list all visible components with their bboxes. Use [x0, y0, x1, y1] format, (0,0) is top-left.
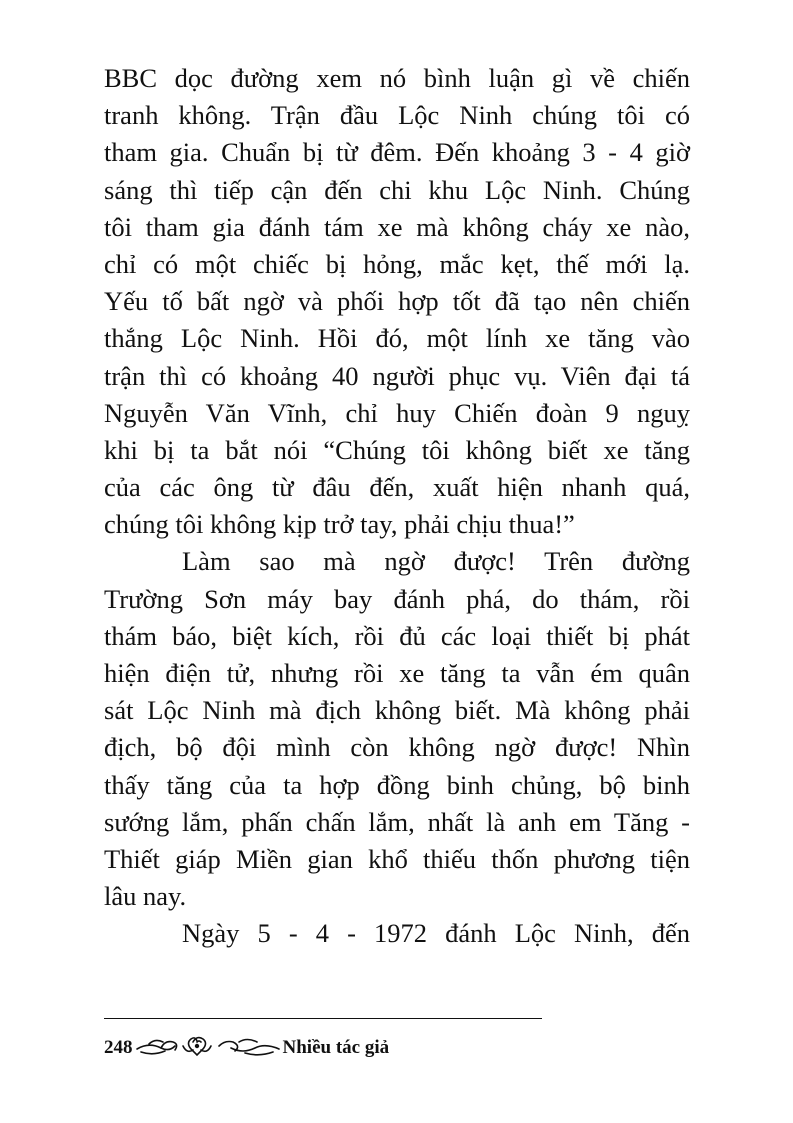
text-line: tham gia. Chuẩn bị từ đêm. Đến khoảng 3 - 4 giờ: [104, 137, 690, 168]
body-text: [104, 60, 690, 953]
text-line-indented: Ngày 5 - 4 - 1972 đánh Lộc Ninh, đến: [182, 918, 690, 949]
text-line: hiện điện tử, nhưng rồi xe tăng ta vẫn ém quân: [104, 658, 690, 688]
text-line: trận thì có khoảng 40 người phục vụ. Viên đại tá: [104, 360, 690, 391]
text-line: tranh không. Trận đầu Lộc Ninh chúng tôi có: [104, 100, 690, 131]
text-line-indented: Làm sao mà ngờ được! Trên đường: [182, 546, 690, 577]
text-line: địch, bộ đội mình còn không ngờ được! Nhìn: [104, 732, 690, 763]
text-line: sướng lắm, phấn chấn lắm, nhất là anh em Tăng -: [104, 806, 690, 837]
text-line: BBC dọc đường xem nó bình luận gì về chiến: [104, 63, 690, 93]
text-line: sáng thì tiếp cận đến chi khu Lộc Ninh. Chúng: [104, 174, 690, 205]
text-line: của các ông từ đâu đến, xuất hiện nhanh quá,: [104, 472, 690, 503]
text-line: tôi tham gia đánh tám xe mà không cháy xe nào,: [104, 211, 690, 242]
text-line: sát Lộc Ninh mà địch không biết. Mà không phải: [104, 695, 690, 726]
page-footer: [104, 1030, 389, 1066]
text-line: lâu nay.: [104, 881, 187, 912]
text-line: thám báo, biệt kích, rồi đủ các loại thiết bị phát: [104, 620, 690, 651]
scroll-ornament-icon: [135, 1030, 281, 1066]
footer-rule: [104, 1018, 542, 1019]
page-number: 248: [104, 1037, 133, 1058]
text-line: chúng tôi không kịp trở tay, phải chịu thua!”: [104, 509, 575, 540]
text-line: khi bị ta bắt nói “Chúng tôi không biết xe tăng: [104, 434, 690, 465]
text-line: Yếu tố bất ngờ và phối hợp tốt đã tạo nên chiến: [104, 286, 690, 317]
text-line: Nguyễn Văn Vĩnh, chỉ huy Chiến đoàn 9 nguỵ: [104, 397, 690, 428]
text-line: thấy tăng của ta hợp đồng binh chủng, bộ binh: [104, 769, 690, 800]
text-line: Trường Sơn máy bay đánh phá, do thám, rồi: [104, 583, 690, 614]
text-line: Thiết giáp Miền gian khổ thiếu thốn phương tiện: [104, 843, 690, 874]
author-name: Nhiều tác giả: [282, 1037, 390, 1058]
text-line: chỉ có một chiếc bị hỏng, mắc kẹt, thế mới lạ.: [104, 248, 690, 279]
text-line: thắng Lộc Ninh. Hồi đó, một lính xe tăng vào: [104, 323, 690, 354]
